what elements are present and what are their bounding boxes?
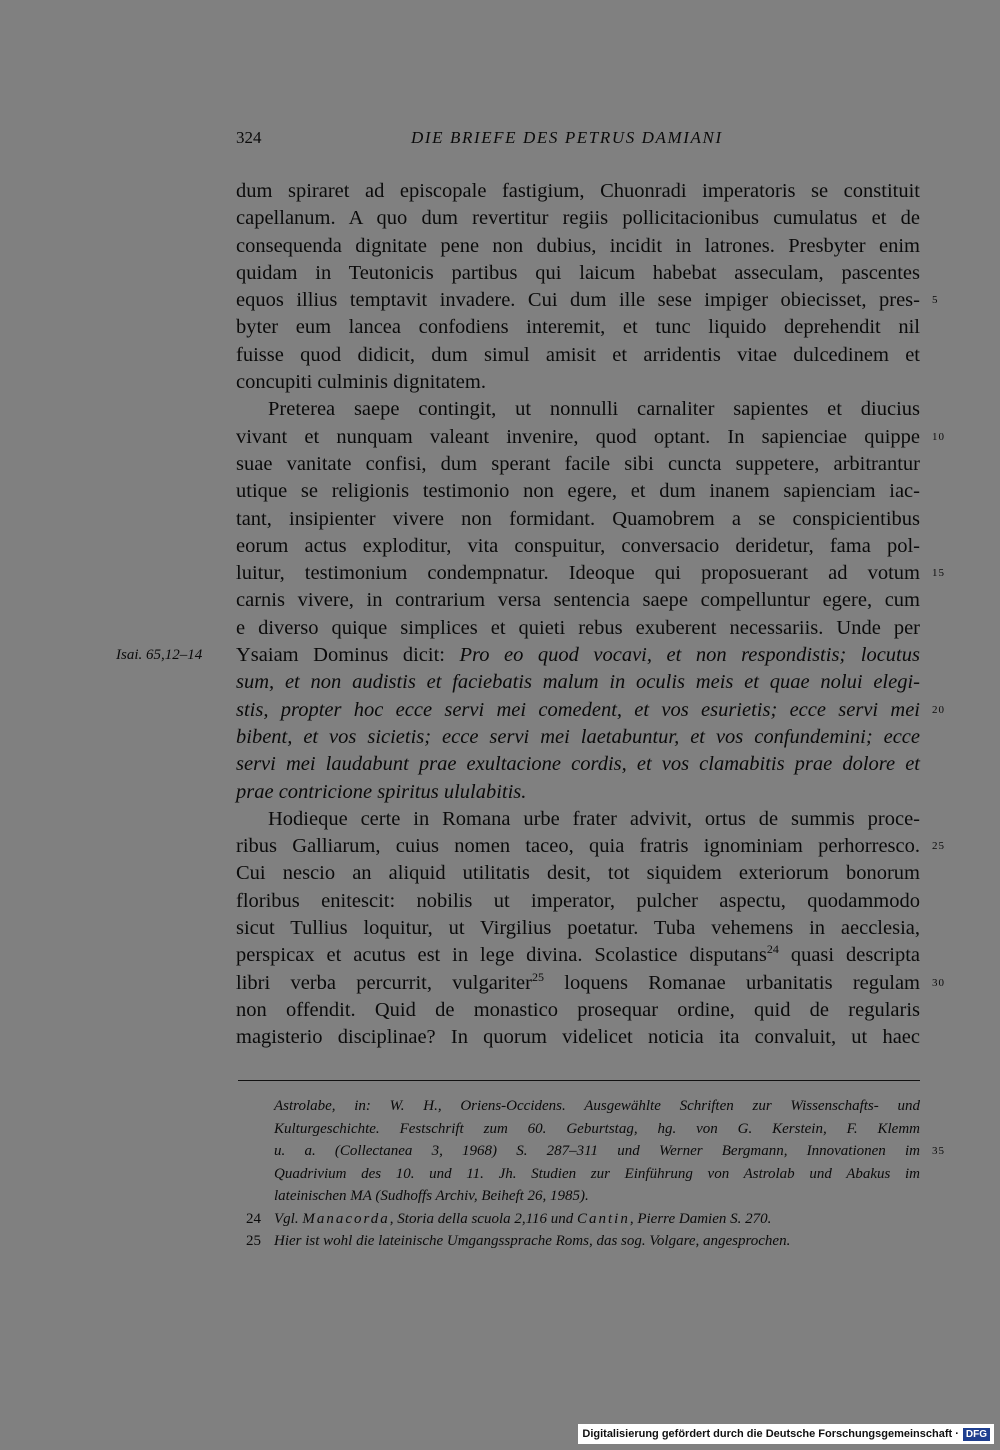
footnote-ref-25[interactable]: 25 <box>531 969 544 984</box>
author-name: Manacorda <box>302 1210 390 1227</box>
line-number: 10 <box>932 430 945 443</box>
footnote-divider <box>238 1080 920 1081</box>
footnote-line: lateinischen MA (Sudhoffs Archiv, Beiheft 26, 1985). <box>274 1188 589 1204</box>
footnote-line: Quadrivium des 10. und 11. Jh. Studien zur Einführung von Astrolab und Abakus im <box>274 1165 920 1182</box>
text-line: fuisse quod didicit, dum simul amisit et arridentis vitae dulcedinem et <box>236 343 920 366</box>
line-number: 20 <box>932 703 945 716</box>
funding-credit <box>578 1424 994 1444</box>
footnotes <box>236 1095 945 1253</box>
footnote-line <box>236 1140 945 1163</box>
text-line: servi mei laudabunt prae exultacione cordis, et vos clamabitis prae dolore et <box>236 753 920 776</box>
footnote-text: , Pierre Damien S. 270. <box>629 1210 772 1227</box>
text-line: floribus enitescit: nobilis ut imperator, pulcher aspectu, quodammodo <box>236 889 920 912</box>
footnote-line-content: u. a. (Collectanea 3, 1968) S. 287–311 und Werner Bergmann, Innovationen im <box>274 1143 920 1159</box>
text-line <box>236 833 945 860</box>
text-line: e diverso quique simplices et quieti rebus exuberent necessariis. Unde per <box>236 616 920 639</box>
credit-text: Digitalisierung gefördert durch die Deutsche Forschungsgemeinschaft · <box>582 1428 959 1440</box>
text-line: sum, et non audistis et faciebatis malum in oculis meis et quae nolui elegi- <box>236 671 920 694</box>
text-segment: libri verba percurrit, vulgariter <box>236 971 532 994</box>
text-line <box>236 287 939 314</box>
line-number: 5 <box>932 294 939 307</box>
text-line-content: vivant et nunquam valeant invenire, quod optant. In sapienciae quippe <box>236 425 920 448</box>
text-line <box>236 942 920 969</box>
footnote-24 <box>236 1208 920 1231</box>
text-segment: quasi descripta <box>778 944 921 967</box>
text-line <box>236 969 945 997</box>
text-line <box>116 642 920 669</box>
text-line: carnis vivere, in contrarium versa sentencia saepe compelluntur egere, cum <box>236 589 920 612</box>
page-number: 324 <box>236 128 262 147</box>
line-number: 15 <box>932 567 945 580</box>
text-line: dum spiraret ad episcopale fastigium, Chuonradi imperatoris se constituit <box>236 180 920 202</box>
text-line: bibent, et vos sicietis; ecce servi mei laetabuntur, et vos confundemini; ecce <box>236 725 920 748</box>
text-line <box>236 560 945 587</box>
text-line: concupiti culminis dignitatem. <box>236 371 486 394</box>
dfg-logo: DFG <box>963 1428 990 1441</box>
text-line: consequenda dignitate pene non dubius, incidit in latrones. Presbyter enim <box>236 234 920 257</box>
author-name: Cantin <box>577 1210 630 1227</box>
line-number: 25 <box>932 840 945 853</box>
text-line-content: equos illius temptavit invadere. Cui dum ille sese impiger obiecisset, pres- <box>236 289 920 312</box>
footnote-text: Hier ist wohl die lateinische Umgangssprache Roms, das sog. Volgare, angesprochen. <box>274 1233 791 1249</box>
footnote-text: Vgl. <box>274 1210 303 1227</box>
text-line: sicut Tullius loquitur, ut Virgilius poetatur. Tuba vehemens in aecclesia, <box>236 917 920 940</box>
line-number: 35 <box>932 1145 945 1157</box>
text-line: utique se religionis testimonio non egere, et dum inanem sapienciam iac- <box>236 480 920 503</box>
text-line-quote: Pro eo quod vocavi, et non respondistis; locutus <box>459 644 920 667</box>
text-line: quidam in Teutonicis partibus qui laicum habebat asseculam, pascentes <box>236 261 920 284</box>
footnote-line: Astrolabe, in: W. H., Oriens-Occidens. Ausgewählte Schriften zur Wissenschafts- und <box>274 1098 920 1114</box>
footnote-text: , Storia della scuola 2,116 und <box>389 1210 577 1227</box>
text-line-content: stis, propter hoc ecce servi mei comedent, et vos esurietis; ecce servi mei <box>236 698 920 721</box>
footnote-25 <box>236 1230 920 1253</box>
footnote-number: 25 <box>246 1233 261 1249</box>
footnote-line: Kulturgeschichte. Festschrift zum 60. Geburtstag, hg. von G. Kerstein, F. Klemm <box>274 1120 920 1137</box>
text-segment: loquens Romanae urbanitatis regulam <box>543 971 921 994</box>
text-line: suae vanitate confisi, dum sperant facile sibi cuncta suppetere, arbitrantur <box>236 452 920 475</box>
running-header <box>236 128 920 152</box>
text-line: Preterea saepe contingit, ut nonnulli carnaliter sapientes et diucius <box>268 398 920 421</box>
running-title: DIE BRIEFE DES PETRUS DAMIANI <box>411 128 723 147</box>
text-line-content: ribus Galliarum, cuius nomen taceo, quia fratris ignominiam perhorresco. <box>236 835 920 858</box>
footnote-ref-24[interactable]: 24 <box>766 942 779 957</box>
text-line-roman: Ysaiam Dominus dicit: <box>236 644 460 667</box>
text-segment: perspicax et acutus est in lege divina. Scolastice disputans <box>236 944 767 967</box>
text-line: tant, insipienter vivere non formidant. Quamobrem a se conspicientibus <box>236 507 920 530</box>
text-line: Cui nescio an aliquid utilitatis desit, tot siquidem exteriorum bonorum <box>236 862 920 885</box>
main-text <box>116 178 945 1052</box>
text-line: byter eum lancea confodiens interemit, et tunc liquido deprehendit nil <box>236 316 920 339</box>
text-line: capellanum. A quo dum revertitur regiis pollicitacionibus cumulatus et de <box>236 207 920 230</box>
text-line <box>236 697 945 724</box>
text-line: magisterio disciplinae? In quorum videlicet noticia ita convaluit, ut haec <box>236 1026 920 1049</box>
text-line: Hodieque certe in Romana urbe frater advivit, ortus de summis proce- <box>268 807 920 830</box>
text-line: eorum actus exploditur, vita conspuitur, conversacio deridetur, fama pol- <box>236 534 920 557</box>
footnote-number: 24 <box>246 1210 261 1227</box>
line-number: 30 <box>932 976 945 989</box>
text-line: prae contricione spiritus ululabitis. <box>236 780 527 803</box>
margin-citation: Isai. 65,12–14 <box>116 647 203 664</box>
text-line: non offendit. Quid de monastico prosequar ordine, quid de regularis <box>236 998 920 1021</box>
text-line-content: luitur, testimonium condempnatur. Ideoque qui proposuerant ad votum <box>236 562 920 585</box>
text-line <box>236 424 945 451</box>
